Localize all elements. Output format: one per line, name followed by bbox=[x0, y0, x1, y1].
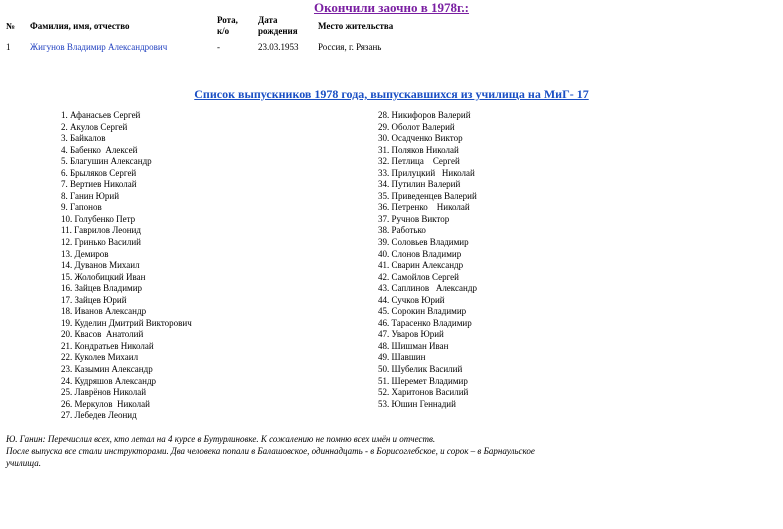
header-num: № bbox=[6, 21, 16, 31]
list-item: 27. Лебедев Леонид bbox=[61, 410, 137, 421]
header-rota-line1: Рота, bbox=[217, 15, 238, 25]
list-item: 26. Меркулов Николай bbox=[61, 398, 150, 409]
row-residence: Россия, г. Рязань bbox=[318, 42, 382, 52]
header-rota-line2: к/о bbox=[217, 26, 230, 36]
list-item: 28. Никифоров Валерий bbox=[378, 110, 471, 120]
list-item: 40. Слонов Владимир bbox=[378, 248, 462, 259]
list-item: 48. Шишман Иван bbox=[378, 340, 449, 351]
list-item: 23. Казымин Александр bbox=[61, 364, 153, 375]
list-item: 29. Оболот Валерий bbox=[378, 121, 455, 132]
list-item: 38. Работько bbox=[378, 225, 426, 236]
list-item: 25. Лаврёнов Николай bbox=[61, 387, 147, 398]
list-item: 9. Гапонов bbox=[61, 202, 102, 213]
list-item: 39. Соловьев Владимир bbox=[378, 237, 469, 248]
list-item: 20. Квасов Анатолий bbox=[61, 329, 144, 340]
list-item: 49. Шавшин bbox=[378, 352, 426, 363]
list-item: 31. Поляков Николай bbox=[378, 144, 459, 155]
page-title: Окончили заочно в 1978г.: bbox=[313, 0, 470, 15]
row-rota: - bbox=[217, 42, 220, 52]
list-item: 15. Жолобицкий Иван bbox=[61, 271, 146, 282]
row-birth: 23.03.1953 bbox=[258, 42, 299, 52]
footnote-line1: Ю. Ганин: Перечислил всех, кто летал на 4 курсе в Бутурлиновке. К сожалению не помню всех имён и отчеств. bbox=[6, 434, 436, 444]
graduates-list-left bbox=[61, 110, 192, 422]
list-item: 53. Юшин Геннадий bbox=[378, 398, 456, 409]
list-item: 45. Сорокин Владимир bbox=[378, 306, 467, 317]
list-item: 32. Петлица Сергей bbox=[378, 156, 460, 167]
list-item: 17. Зайцев Юрий bbox=[61, 294, 127, 305]
row-name: Жигунов Владимир Александрович bbox=[30, 42, 168, 52]
list-item: 41. Сварин Александр bbox=[378, 260, 464, 271]
list-item: 3. Байкалов bbox=[61, 133, 106, 144]
list-item: 36. Петренко Николай bbox=[378, 202, 470, 213]
list-item: 47. Уваров Юрий bbox=[378, 329, 444, 340]
list-item: 43. Саплинов Александр bbox=[378, 283, 477, 294]
row-num: 1 bbox=[6, 42, 11, 52]
list-item: 2. Акулов Сергей bbox=[61, 121, 128, 132]
graduates-list-right bbox=[378, 110, 477, 410]
list-item: 16. Зайцев Владимир bbox=[61, 283, 143, 294]
header-birth-line2: рождения bbox=[258, 26, 298, 36]
list-item: 13. Демиров bbox=[61, 248, 109, 259]
header-name: Фамилия, имя, отчество bbox=[30, 21, 130, 31]
list-item: 30. Осадченко Виктор bbox=[378, 133, 463, 144]
list-item: 33. Прилуцкий Николай bbox=[378, 167, 475, 178]
list-item: 4. Бабенко Алексей bbox=[61, 144, 138, 155]
list-item: 51. Шеремет Владимир bbox=[378, 375, 468, 386]
list-item: 19. Куделин Дмитрий Викторович bbox=[61, 317, 192, 328]
list-item: 24. Кудряшов Александр bbox=[61, 375, 157, 386]
footnote-line3: училища. bbox=[6, 458, 41, 468]
list-item: 10. Голубенко Петр bbox=[61, 213, 136, 224]
list-item: 18. Иванов Александр bbox=[61, 306, 147, 317]
list-title: Список выпускников 1978 года, выпускавшихся из училища на МиГ- 17 bbox=[194, 87, 589, 101]
list-item: 11. Гаврилов Леонид bbox=[61, 225, 141, 236]
list-item: 46. Тарасенко Владимир bbox=[378, 317, 472, 328]
list-item: 6. Брыляков Сергей bbox=[61, 167, 137, 178]
list-item: 5. Благушин Александр bbox=[61, 156, 152, 167]
list-item: 21. Кондратьев Николай bbox=[61, 340, 154, 351]
list-item: 44. Сучков Юрий bbox=[378, 294, 445, 305]
list-item: 1. Афанасьев Сергей bbox=[61, 110, 141, 120]
list-item: 50. Шубелик Василий bbox=[378, 364, 463, 375]
list-item: 22. Куколев Михаил bbox=[61, 352, 139, 363]
list-item: 37. Ручнов Виктор bbox=[378, 213, 450, 224]
list-item: 34. Путилин Валерий bbox=[378, 179, 461, 190]
list-item: 35. Приведенцев Валерий bbox=[378, 190, 477, 201]
footnote-line2: После выпуска все стали инструкторами. Два человека попали в Балашовское, одиннадцать - в Борисоглебское, и сорок – в Барнаульское bbox=[6, 446, 535, 456]
list-item: 7. Вертиев Николай bbox=[61, 179, 137, 190]
list-item: 8. Ганин Юрий bbox=[61, 190, 120, 201]
header-birth-line1: Дата bbox=[258, 15, 278, 25]
list-item: 14. Дуванов Михаил bbox=[61, 260, 140, 271]
list-item: 42. Самойлов Сергей bbox=[378, 271, 459, 282]
list-item: 52. Харитонов Василий bbox=[378, 387, 469, 398]
header-residence: Место жительства bbox=[318, 21, 394, 31]
list-item: 12. Гринько Василий bbox=[61, 237, 141, 248]
